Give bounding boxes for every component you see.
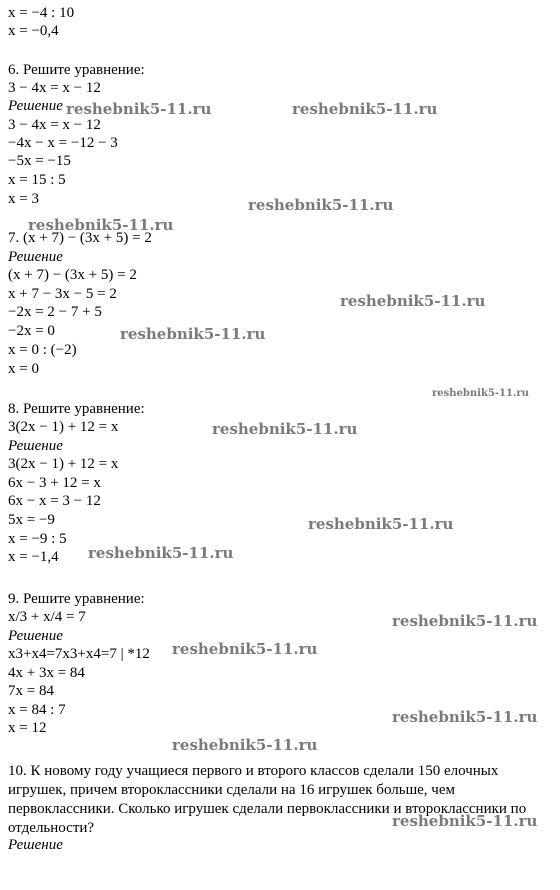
text-line: x = 15 : 5	[8, 172, 66, 188]
text-line: 4x + 3x = 84	[8, 665, 85, 681]
watermark: reshebnik5-11.ru	[88, 544, 234, 562]
text-line: 5x = −9	[8, 512, 55, 528]
text-line: x = 3	[8, 191, 39, 207]
text-line: 8. Решите уравнение:	[8, 401, 145, 417]
solution-label: Решение	[8, 249, 63, 265]
watermark: reshebnik5-11.ru	[432, 388, 529, 399]
text-line: x = 12	[8, 720, 47, 736]
text-line: 6x − x = 3 − 12	[8, 493, 101, 509]
text-line: 9. Решите уравнение:	[8, 591, 145, 607]
text-line: −5x = −15	[8, 153, 71, 169]
watermark: reshebnik5-11.ru	[340, 292, 486, 310]
text-line: x = −4 : 10	[8, 5, 75, 21]
problem-10-text: 10. К новому году учащиеся первого и второго классов сделали 150 елочных игрушек, причем второклассники сделали на 16 игрушек больше, чем первоклассники. Сколько игрушек сделали первоклассники и второклассники по отдельности?	[8, 763, 527, 836]
text-line: 3 − 4x = x − 12	[8, 80, 101, 96]
text-line: x + 7 − 3x − 5 = 2	[8, 286, 117, 302]
watermark: reshebnik5-11.ru	[66, 100, 212, 118]
watermark: reshebnik5-11.ru	[120, 325, 266, 343]
watermark: reshebnik5-11.ru	[392, 812, 538, 830]
text-line: −2x = 0	[8, 323, 55, 339]
watermark: reshebnik5-11.ru	[172, 736, 318, 754]
solution-label: Решение	[8, 98, 63, 114]
watermark: reshebnik5-11.ru	[292, 100, 438, 118]
watermark: reshebnik5-11.ru	[392, 708, 538, 726]
text-line: (x + 7) − (3x + 5) = 2	[8, 267, 137, 283]
text-line: 3 − 4x = x − 12	[8, 117, 101, 133]
text-line: x = 0 : (−2)	[8, 342, 77, 358]
watermark: reshebnik5-11.ru	[172, 640, 318, 658]
text-line: 6. Решите уравнение:	[8, 62, 145, 78]
text-line: x = −0,4	[8, 23, 59, 39]
text-line: −2x = 2 − 7 + 5	[8, 304, 102, 320]
watermark: reshebnik5-11.ru	[308, 515, 454, 533]
text-line: 3(2x − 1) + 12 = x	[8, 419, 119, 435]
text-line: 7x = 84	[8, 683, 54, 699]
text-line: x = −9 : 5	[8, 531, 67, 547]
watermark: reshebnik5-11.ru	[28, 216, 174, 234]
text-line: −4x − x = −12 − 3	[8, 135, 118, 151]
text-line: 3(2x − 1) + 12 = x	[8, 456, 119, 472]
watermark: reshebnik5-11.ru	[392, 612, 538, 630]
problem-10-solution-label: Решение	[8, 837, 63, 853]
text-line: x = −1,4	[8, 549, 59, 565]
text-line: 6x − 3 + 12 = x	[8, 475, 101, 491]
text-line: x = 84 : 7	[8, 702, 66, 718]
text-line: x/3 + x/4 = 7	[8, 609, 86, 625]
text-line: x = 0	[8, 361, 39, 377]
text-line: 7. (x + 7) − (3x + 5) = 2	[8, 230, 152, 246]
solution-label: Решение	[8, 438, 63, 454]
watermark: reshebnik5-11.ru	[248, 196, 394, 214]
solution-label: Решение	[8, 628, 63, 644]
watermark: reshebnik5-11.ru	[212, 420, 358, 438]
text-line: x3+x4=7x3+x4=7 | *12	[8, 646, 150, 662]
